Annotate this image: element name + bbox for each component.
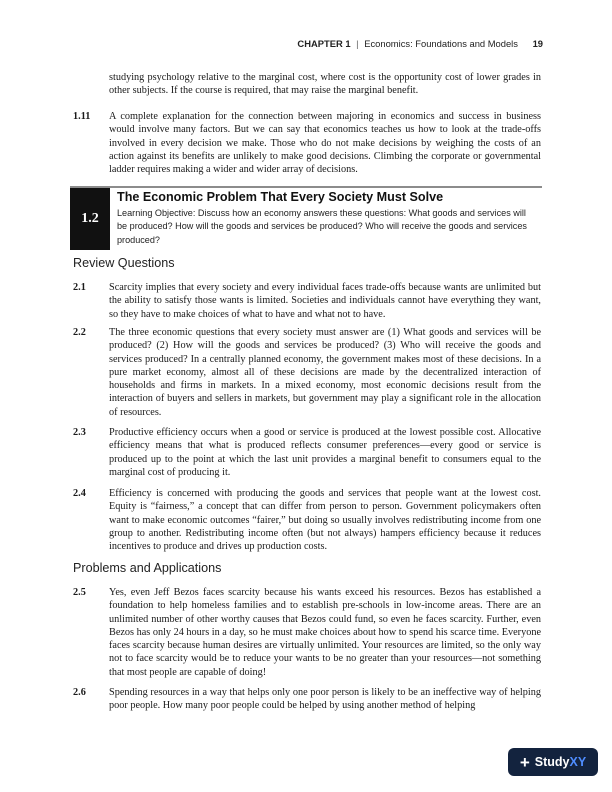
brand-accent: XY bbox=[569, 755, 587, 769]
brand-main: Study bbox=[534, 755, 570, 769]
chapter-label: CHAPTER 1 bbox=[297, 38, 351, 49]
chapter-title: Economics: Foundations and Models bbox=[364, 38, 518, 49]
item-number: 2.2 bbox=[73, 327, 86, 338]
answer-item-2-4 bbox=[73, 487, 541, 557]
answer-item-1-11 bbox=[73, 110, 541, 180]
plus-icon: + bbox=[519, 752, 530, 772]
intro-paragraph: studying psychology relative to the marginal cost, where cost is the opportunity cost of lower grades in other subjects. If the course is required, that may raise the marginal benefit. bbox=[109, 72, 541, 97]
section-number-badge: 1.2 bbox=[70, 188, 110, 250]
answer-item-2-6 bbox=[73, 686, 541, 716]
item-text: The three economic questions that every society must answer are (1) What goods and services will be produced? (2) How will the goods and services be produced? (3) Who will receive the goods and services produced? In a centrally planned economy, the government makes most of these decisions. In a pure market economy, almost all of these decisions are made by the decentralized interaction of households and firms in markets. In a mixed economy, most economic decisions result from the interaction of buyers and sellers in markets, but government may play a significant role in the allocation of resources. bbox=[109, 327, 541, 418]
answer-item-2-2 bbox=[73, 326, 541, 422]
section-title: The Economic Problem That Every Society Must Solve bbox=[117, 190, 444, 204]
learning-objective: Learning Objective: Discuss how an economy answers these questions: What goods and services will be produced? How will the goods and services be produced? Who will receive the goods and services produced? bbox=[117, 208, 527, 245]
item-number: 2.1 bbox=[73, 282, 86, 293]
item-text: Efficiency is concerned with producing the goods and services that people want at the lowest cost. Equity is “fairness,” a concept that can differ from person to person. Government policymakers often want to make economic outcomes “fairer,” but doing so usually involves redistributing income from one group to another. Redistributing income often (but not always) hampers efficiency because it reduces incentives to produce and drives up production costs. bbox=[109, 488, 541, 553]
item-text: Productive efficiency occurs when a good or service is produced at the lowest possible cost. Allocative efficiency means that what is produced reflects consumer preferences—every good or service is produced up to the point at which the last unit provides a marginal benefit to consumers equal to the marginal cost of producing it. bbox=[109, 427, 541, 478]
problems-applications-heading: Problems and Applications bbox=[73, 561, 222, 575]
item-number: 2.3 bbox=[73, 427, 86, 438]
item-text: Scarcity implies that every society and every individual faces trade-offs because wants are unlimited but the ability to satisfy those wants is limited. Societies and individuals cannot have everything they want, so they have to make choices of what to have and what not to have. bbox=[109, 282, 541, 320]
item-number: 2.4 bbox=[73, 488, 86, 499]
item-number: 2.5 bbox=[73, 587, 86, 598]
page-number: 19 bbox=[532, 38, 543, 49]
answer-item-2-3 bbox=[73, 426, 541, 482]
section-rule bbox=[70, 186, 542, 188]
section-header bbox=[70, 186, 542, 250]
brand-text bbox=[535, 755, 586, 769]
studyxy-watermark-logo[interactable] bbox=[508, 748, 598, 776]
review-questions-heading: Review Questions bbox=[73, 256, 175, 270]
item-number: 2.6 bbox=[73, 687, 86, 698]
item-text: Spending resources in a way that helps only one poor person is likely to be an ineffective way of helping poor people. How many poor people could be helped by using another method of helping bbox=[109, 687, 541, 712]
item-number: 1.11 bbox=[73, 111, 91, 122]
answer-item-2-1 bbox=[73, 281, 541, 320]
item-text: Yes, even Jeff Bezos faces scarcity because his wants exceed his resources. Bezos has established a foundation to help homeless families and to establish pre-schools in low-income areas. There are an unlimited number of other worthy causes that Bezos could fund, so even he faces scarcity. Further, even Bezos has only 24 hours in a day, so he must make choices about how to spend his scarce time. Everyone faces scarcity because human desires are virtually unlimited. Your resources are limited, so the only way not to face scarcity would be to reduce your wants to be no greater than your resources—not something that most people are capable of doing! bbox=[109, 587, 542, 678]
header-separator: | bbox=[356, 38, 359, 49]
answer-item-2-5 bbox=[73, 586, 541, 682]
running-head bbox=[297, 38, 543, 49]
item-text: A complete explanation for the connection between majoring in economics and success in business would involve many factors. But we can say that economics teaches us how to look at the trade-offs involved in every decision we make. Those who do not make decisions by weighing the costs of an action against its benefits are unlikely to make good decisions. Climbing the corporate or governmental ladder requires making a wider and wider array of decisions. bbox=[109, 111, 541, 176]
